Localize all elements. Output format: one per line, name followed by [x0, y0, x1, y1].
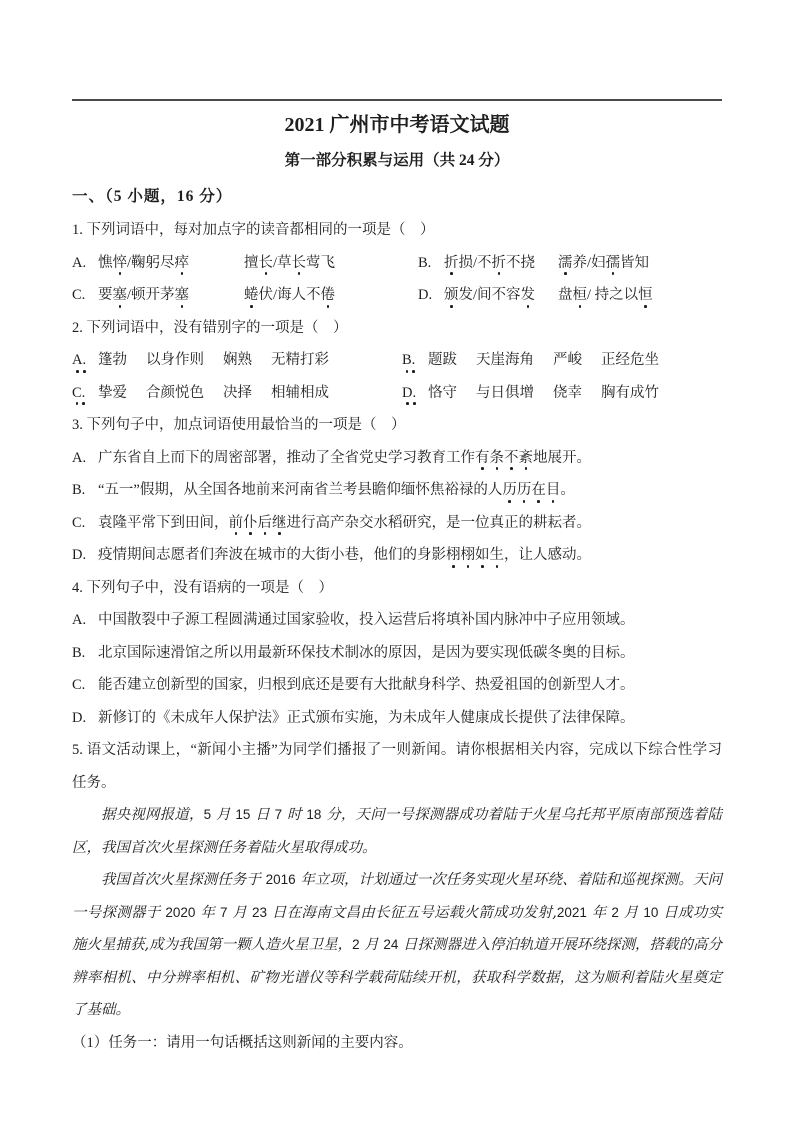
- question-3-option-a: [72, 442, 722, 475]
- option-word: 决择: [223, 384, 252, 401]
- question-3-stem: 3. 下列句子中，加点词语使用最恰当的一项是（ ）: [72, 417, 406, 433]
- question-2-option-d: [402, 377, 722, 410]
- option-word: 胸有成竹: [601, 384, 659, 401]
- option-letter: D.: [402, 384, 417, 401]
- option-word: 娴熟: [223, 352, 252, 368]
- option-letter: B.: [72, 482, 86, 498]
- option-word-pair: 憔悴/鞠躬尽瘁: [98, 254, 190, 271]
- option-word: 篷勃: [98, 352, 127, 368]
- question-4-option-b: [72, 637, 722, 670]
- news-paragraph-2: 我国首次火星探测任务于 2016 年立项，计划通过一次任务实现火星环绕、着陆和巡视探测。天问一号探测器于 2020 年 7 月 23 日在海南文昌由长征五号运载火箭成功发射,2021 年 2 月 10 日成功实施火星捕获,成为我国第一颗人造火星卫星，2 月 24 日探测器进入停泊轨道开展环绕探测，搭载的高分辨率相机、中分辨率相机、矿物光谱仪等科学载荷陆续开机，获取科学数据，这为顺利着陆火星奠定了基础。: [72, 872, 723, 1018]
- section-heading: 一、（5 小题，16 分）: [72, 188, 233, 205]
- part-heading: 第一部分积累与运用（共 24 分）: [284, 152, 510, 169]
- option-word: 无精打彩: [271, 352, 329, 368]
- question-2-option-b: [402, 344, 722, 377]
- option-word-pair: 颁发/间不容发: [444, 287, 536, 303]
- question-3-option-c: [72, 507, 722, 540]
- question-4-stem: 4. 下列句子中，没有语病的一项是（ ）: [72, 579, 333, 596]
- option-text: “五一”假期，从全国各地前来河南省兰考县瞻仰缅怀焦裕禄的人历历在目。: [98, 482, 575, 498]
- option-word-pair: 擅长/草长莺飞: [244, 254, 336, 271]
- option-word: 侥幸: [553, 384, 582, 401]
- news-paragraph-1: 据央视网报道，5 月 15 日 7 时 18 分，天问一号探测器成功着陆于火星乌托邦平原南部预选着陆区，我国首次火星探测任务着陆火星取得成功。: [72, 807, 723, 856]
- question-3-option-d: [72, 539, 722, 572]
- option-text: 疫情期间志愿者们奔波在城市的大街小巷，他们的身影栩栩如生，让人感动。: [98, 547, 591, 563]
- option-letter: D.: [72, 547, 87, 563]
- option-word: 挚爱: [98, 384, 127, 401]
- question-2-options-row-ab: [72, 344, 722, 377]
- option-word: 天崖海角: [476, 352, 534, 368]
- question-4-option-a: [72, 604, 722, 637]
- option-letter: A.: [72, 254, 87, 271]
- question-4-option-c: [72, 669, 722, 702]
- option-letter: C.: [72, 677, 86, 693]
- option-letter: B.: [72, 644, 86, 661]
- option-word: 题跋: [428, 352, 457, 368]
- option-word: 恪守: [428, 384, 457, 401]
- option-text: 袁隆平常下到田间，前仆后继进行高产杂交水稻研究，是一位真正的耕耘者。: [98, 514, 591, 531]
- option-word-pair: 盘桓/ 持之以恒: [558, 287, 653, 303]
- option-word: 合颜悦色: [146, 384, 204, 401]
- option-letter: B.: [402, 352, 416, 368]
- option-word-pair: 濡养/妇孺皆知: [558, 254, 650, 271]
- option-letter: A.: [72, 612, 87, 628]
- option-letter: A.: [72, 449, 87, 466]
- option-word-pair: 要塞/顿开茅塞: [98, 287, 190, 303]
- question-1-option-b: [418, 247, 722, 280]
- question-5-stem: 5. 语文活动课上，“新闻小主播”为同学们播报了一则新闻。请你根据相关内容，完成以下综合性学习任务。: [72, 742, 722, 791]
- question-1-options-row-cd: [72, 279, 722, 312]
- question-2-options-row-cd: [72, 377, 722, 410]
- option-word-pair: 折损/不折不挠: [444, 254, 536, 271]
- option-word: 与日俱增: [476, 384, 534, 401]
- option-text: 中国散裂中子源工程圆满通过国家验收，投入运营后将填补国内脉冲中子应用领域。: [98, 612, 635, 628]
- option-word: 以身作则: [146, 352, 204, 368]
- option-text: 能否建立创新型的国家，归根到底还是要有大批献身科学、热爱祖国的创新型人才。: [98, 677, 635, 693]
- page-title: 2021 广州市中考语文试题: [284, 114, 510, 136]
- question-1-stem: 1. 下列词语中，每对加点字的读音都相同的一项是（ ）: [72, 222, 435, 238]
- option-letter: D.: [72, 709, 87, 726]
- option-text: 新修订的《未成年人保护法》正式颁布实施，为未成年人健康成长提供了法律保障。: [98, 709, 635, 726]
- header-rule: [72, 99, 722, 101]
- question-1-option-c: [72, 279, 418, 312]
- question-3-option-b: [72, 474, 722, 507]
- question-2-stem: 2. 下列词语中，没有错别字的一项是（ ）: [72, 319, 348, 336]
- option-letter: C.: [72, 514, 86, 531]
- question-1-options-row-ab: [72, 247, 722, 280]
- question-5-task-1: （1）任务一：请用一句话概括这则新闻的主要内容。: [72, 1034, 413, 1051]
- option-word: 严峻: [553, 352, 582, 368]
- option-letter: A.: [72, 352, 87, 368]
- option-letter: D.: [418, 287, 433, 303]
- option-word: 相辅相成: [271, 384, 329, 401]
- option-text: 北京国际速滑馆之所以用最新环保技术制冰的原因，是因为要实现低碳冬奥的目标。: [98, 644, 635, 661]
- option-letter: C.: [72, 287, 86, 303]
- option-word: 正经危坐: [601, 352, 659, 368]
- option-letter: B.: [418, 254, 432, 271]
- question-1-option-d: [418, 279, 722, 312]
- question-1-option-a: [72, 247, 418, 280]
- option-letter: C.: [72, 384, 86, 401]
- question-2-option-c: [72, 377, 402, 410]
- option-text: 广东省自上而下的周密部署，推动了全省党史学习教育工作有条不紊地展开。: [98, 449, 591, 466]
- question-4-option-d: [72, 702, 722, 735]
- option-word-pair: 蜷伏/诲人不倦: [244, 287, 336, 303]
- question-2-option-a: [72, 344, 402, 377]
